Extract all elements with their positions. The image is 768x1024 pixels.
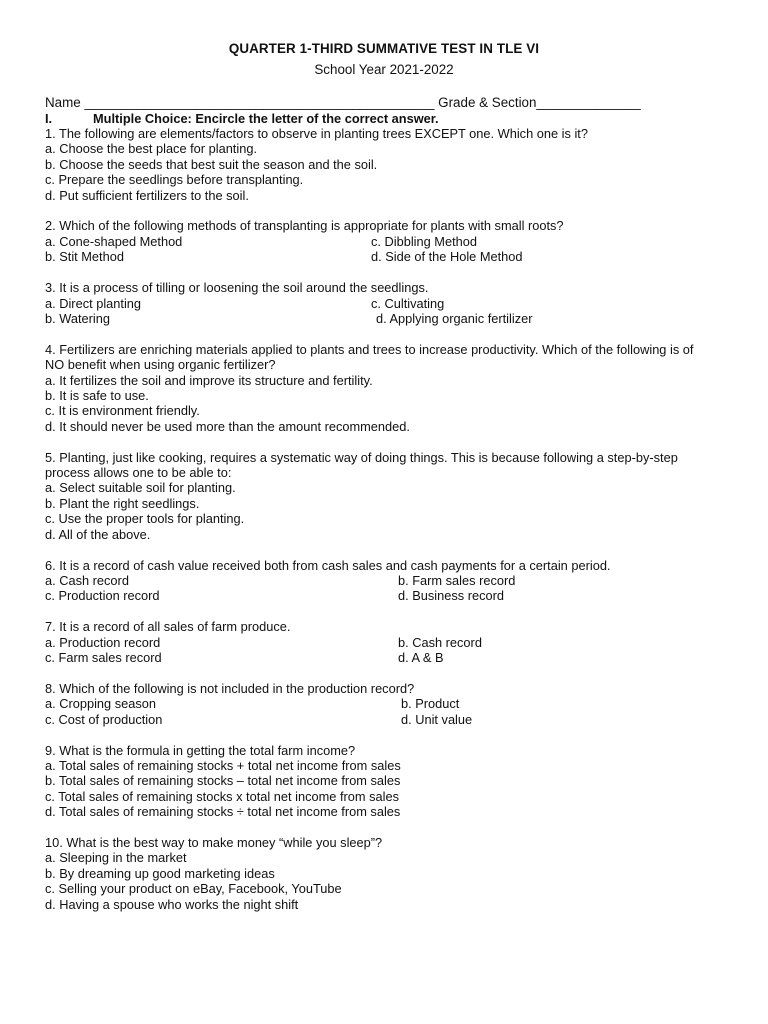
questions-list [45, 126, 710, 927]
section-heading [45, 111, 439, 126]
question-5 [45, 450, 710, 542]
answer-option[interactable]: a. Production record [45, 634, 161, 650]
answer-option[interactable]: b. Farm sales record [398, 572, 516, 588]
question-stem: 3. It is a process of tilling or loosening the soil around the seedlings. [45, 280, 429, 296]
answer-option[interactable]: a. Choose the best place for planting. [45, 141, 257, 157]
question-6 [45, 558, 710, 604]
answer-option[interactable]: c. Cost of production [45, 711, 163, 727]
answer-option[interactable]: b. Choose the seeds that best suit the season and the soil. [45, 156, 378, 172]
answer-option[interactable]: d. Unit value [401, 711, 473, 727]
question-2 [45, 218, 710, 264]
answer-option[interactable]: c. Prepare the seedlings before transplanting. [45, 172, 304, 188]
answer-option-row [45, 650, 710, 665]
section-instruction: Multiple Choice: Encircle the letter of the correct answer. [93, 111, 439, 126]
section-numeral: I. [45, 111, 53, 126]
answer-option-row [45, 712, 710, 727]
answer-option[interactable]: d. Applying organic fertilizer [376, 310, 533, 326]
question-9 [45, 743, 710, 820]
answer-option[interactable]: d. Put sufficient fertilizers to the soil. [45, 187, 249, 203]
question-stem: 7. It is a record of all sales of farm produce. [45, 619, 291, 635]
answer-option[interactable]: d. Total sales of remaining stocks ÷ total net income from sales [45, 804, 401, 820]
name-grade-section-line: Name _______________________________________________ Grade & Section______________ [45, 95, 641, 110]
answer-option-row [45, 573, 710, 588]
answer-option[interactable]: b. Stit Method [45, 249, 124, 265]
question-10 [45, 835, 710, 912]
answer-option[interactable]: a. Total sales of remaining stocks + total net income from sales [45, 757, 401, 773]
question-3 [45, 280, 710, 326]
answer-option[interactable]: b. It is safe to use. [45, 388, 149, 403]
answer-option[interactable]: d. A & B [398, 650, 444, 666]
question-stem: 5. Planting, just like cooking, requires a systematic way of doing things. This is because following a step-by-step process allows one to be able to: [45, 449, 678, 481]
answer-option[interactable]: c. Production record [45, 588, 160, 604]
question-stem: 2. Which of the following methods of transplanting is appropriate for plants with small roots? [45, 218, 564, 234]
answer-option[interactable]: c. Dibbling Method [371, 233, 477, 249]
answer-option[interactable]: b. Total sales of remaining stocks – total net income from sales [45, 773, 401, 789]
answer-option[interactable]: b. Cash record [398, 634, 482, 650]
answer-option[interactable]: c. Total sales of remaining stocks x total net income from sales [45, 788, 399, 804]
answer-option[interactable]: a. Cone-shaped Method [45, 233, 183, 249]
answer-option[interactable]: d. Having a spouse who works the night shift [45, 896, 299, 912]
answer-option-row [45, 635, 710, 650]
question-stem: 8. Which of the following is not included in the production record? [45, 680, 415, 696]
answer-option-row [45, 696, 710, 711]
answer-option[interactable]: d. All of the above. [45, 526, 151, 542]
answer-option[interactable]: c. Cultivating [371, 295, 445, 311]
question-stem: 1. The following are elements/factors to observe in planting trees EXCEPT one. Which one is it? [45, 126, 588, 141]
question-stem: 4. Fertilizers are enriching materials applied to plants and trees to increase productivity. Which of the following is of NO benefit when using organic fertilizer? [45, 341, 694, 373]
answer-option[interactable]: b. By dreaming up good marketing ideas [45, 865, 275, 881]
answer-option[interactable]: a. Sleeping in the market [45, 850, 187, 866]
answer-option[interactable]: a. Select suitable soil for planting. [45, 480, 236, 496]
answer-option[interactable]: a. Direct planting [45, 295, 142, 311]
answer-option-row [45, 249, 710, 264]
answer-option[interactable]: c. It is environment friendly. [45, 403, 200, 419]
answer-option[interactable]: d. Business record [398, 588, 504, 604]
question-7 [45, 619, 710, 665]
question-stem: 9. What is the formula in getting the total farm income? [45, 742, 356, 758]
answer-option-row [45, 296, 710, 311]
answer-option-row [45, 234, 710, 249]
school-year-subtitle: School Year 2021-2022 [314, 62, 454, 77]
answer-option[interactable]: a. Cash record [45, 572, 129, 588]
answer-option[interactable]: b. Product [401, 696, 460, 712]
answer-option[interactable]: b. Plant the right seedlings. [45, 495, 200, 511]
answer-option[interactable]: a. Cropping season [45, 696, 156, 712]
answer-option[interactable]: c. Selling your product on eBay, Facebook, YouTube [45, 881, 342, 897]
answer-option[interactable]: a. It fertilizes the soil and improve its structure and fertility. [45, 372, 373, 388]
answer-option-row [45, 588, 710, 603]
answer-option[interactable]: c. Use the proper tools for planting. [45, 511, 245, 527]
answer-option[interactable]: c. Farm sales record [45, 650, 162, 666]
question-4 [45, 342, 710, 434]
question-8 [45, 681, 710, 727]
page-title: QUARTER 1-THIRD SUMMATIVE TEST IN TLE VI [228, 41, 540, 56]
question-stem: 10. What is the best way to make money “while you sleep”? [45, 835, 383, 851]
question-stem: 6. It is a record of cash value received both from cash sales and cash payments for a certain period. [45, 557, 611, 573]
answer-option[interactable]: d. It should never be used more than the amount recommended. [45, 418, 410, 434]
answer-option[interactable]: d. Side of the Hole Method [371, 249, 523, 265]
question-1 [45, 126, 710, 203]
answer-option[interactable]: b. Watering [45, 310, 110, 326]
answer-option-row [45, 311, 710, 326]
